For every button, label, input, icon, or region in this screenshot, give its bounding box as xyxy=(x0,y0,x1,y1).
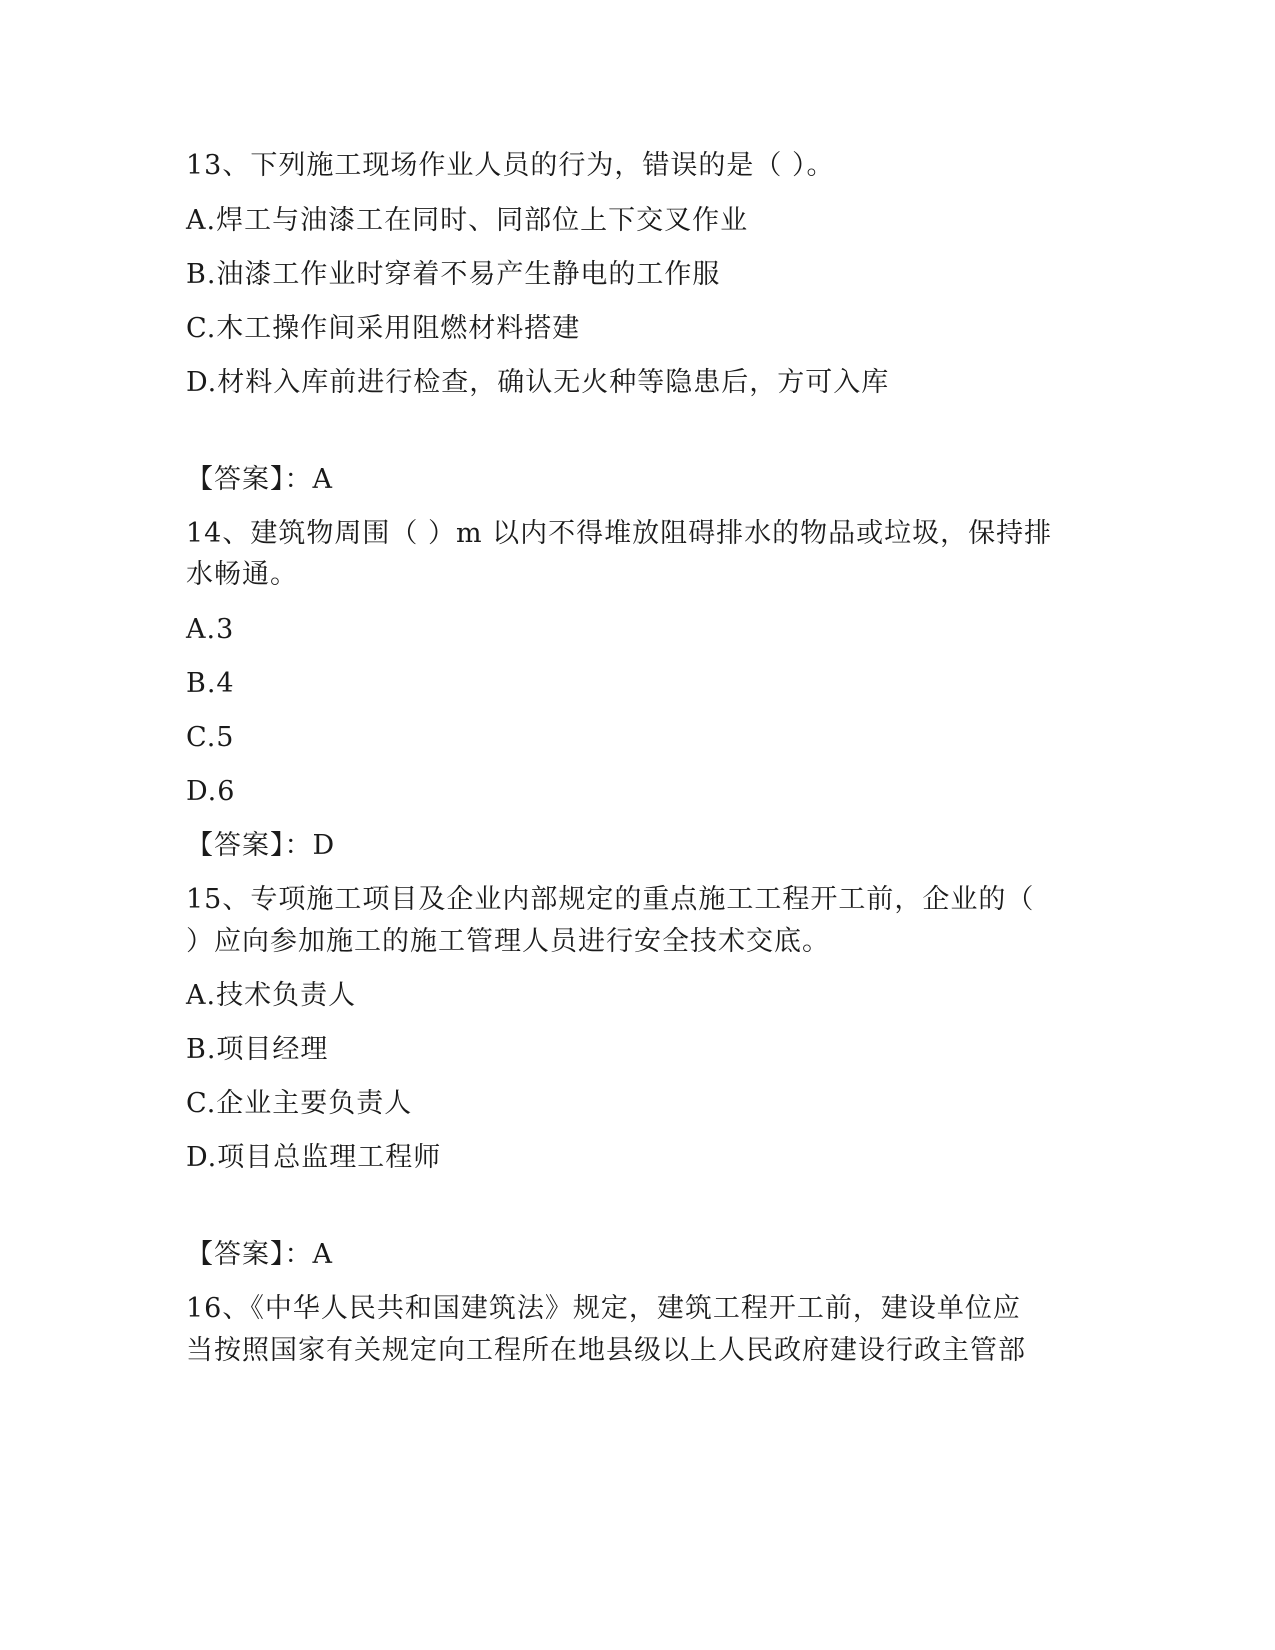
question-16-stem-line-2: 当按照国家有关规定向工程所在地县级以上人民政府建设行政主管部 xyxy=(186,1335,1026,1366)
question-13-option-d: D.材料入库前进行检查，确认无火种等隐患后，方可入库 xyxy=(186,367,890,398)
question-15-option-d: D.项目总监理工程师 xyxy=(186,1142,442,1173)
question-14-option-b: B.4 xyxy=(186,668,235,699)
question-14-stem-line-1: 14、建筑物周围（ ）m 以内不得堆放阻碍排水的物品或垃圾，保持排 xyxy=(186,518,1053,549)
question-13-option-b: B.油漆工作业时穿着不易产生静电的工作服 xyxy=(186,259,721,290)
question-15-answer: 【答案】：A xyxy=(186,1239,333,1270)
question-13-answer: 【答案】：A xyxy=(186,464,333,495)
question-15-stem-line-1: 15、专项施工项目及企业内部规定的重点施工工程开工前，企业的（ xyxy=(186,884,1035,915)
question-14-option-d: D.6 xyxy=(186,776,236,807)
question-16-stem-line-1: 16、《中华人民共和国建筑法》规定，建筑工程开工前，建设单位应 xyxy=(186,1293,1021,1324)
question-13-stem: 13、下列施工现场作业人员的行为，错误的是（ ）。 xyxy=(186,150,835,181)
question-15-option-a: A.技术负责人 xyxy=(186,980,357,1011)
question-15-option-c: C.企业主要负责人 xyxy=(186,1088,413,1119)
question-13-option-a: A.焊工与油漆工在同时、同部位上下交叉作业 xyxy=(186,205,749,236)
question-14-option-c: C.5 xyxy=(186,722,235,753)
question-15-stem-line-2: ）应向参加施工的施工管理人员进行安全技术交底。 xyxy=(186,926,830,957)
question-13-option-c: C.木工操作间采用阻燃材料搭建 xyxy=(186,313,581,344)
question-14-stem-line-2: 水畅通。 xyxy=(186,559,298,590)
question-15-option-b: B.项目经理 xyxy=(186,1034,329,1065)
question-14-option-a: A.3 xyxy=(186,614,235,645)
question-14-answer: 【答案】：D xyxy=(186,830,336,861)
